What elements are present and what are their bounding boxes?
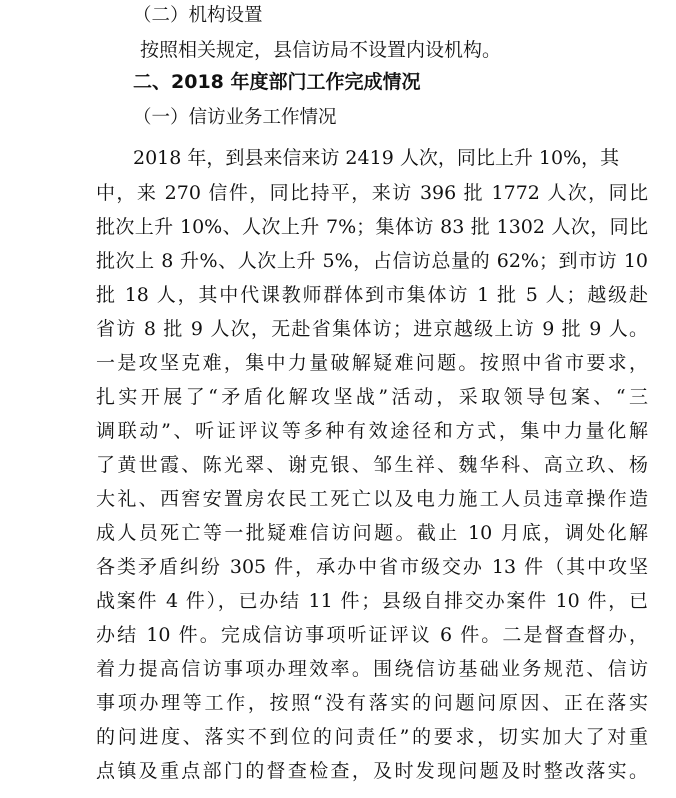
body-line: 办结 10 件。完成信访事项听证评议 6 件。二是督查督办， (96, 624, 648, 646)
body-line: 批 18 人，其中代课教师群体到市集体访 1 批 5 人；越级赴 (96, 284, 648, 306)
body-line: 成人员死亡等一批疑难信访问题。截止 10 月底，调处化解 (96, 522, 648, 544)
body-line: 着力提高信访事项办理效率。围绕信访基础业务规范、信访 (96, 658, 648, 680)
body-line: 省访 8 批 9 人次，无赴省集体访；进京越级上访 9 批 9 人。 (96, 318, 648, 340)
body-line: 了黄世霞、陈光翠、谢克银、邹生祥、魏华科、高立玖、杨 (96, 454, 648, 476)
section-org-text: 按照相关规定，县信访局不设置内设机构。 (140, 39, 502, 61)
section2-heading: 二、2018 年度部门工作完成情况 (133, 71, 421, 93)
body-line: 调联动”、听证评议等多种有效途径和方式，集中力量化解 (96, 420, 648, 442)
body-line: 事项办理等工作，按照“没有落实的问题问原因、正在落实 (96, 692, 648, 714)
section-org-title: （二）机构设置 (133, 5, 263, 26)
body-line: 2018 年，到县来信来访 2419 人次，同比上升 10%，其 (133, 147, 620, 169)
body-line: 各类矛盾纠纷 305 件，承办中省市级交办 13 件（其中攻坚 (96, 556, 648, 578)
body-line: 战案件 4 件），已办结 11 件；县级自排交办案件 10 件，已 (96, 590, 648, 612)
body-line: 批次上 8 升%、人次上升 5%，占信访总量的 62%；到市访 10 (96, 250, 648, 272)
body-line: 扎实开展了“矛盾化解攻坚战”活动，采取领导包案、“三 (96, 386, 648, 408)
subsection1-title: （一）信访业务工作情况 (133, 107, 337, 128)
body-line: 中，来 270 信件，同比持平，来访 396 批 1772 人次，同比 (96, 182, 648, 204)
body-line: 批次上升 10%、人次上升 7%；集体访 83 批 1302 人次，同比 (96, 216, 648, 238)
body-line: 点镇及重点部门的督查检查，及时发现问题及时整改落实。 (96, 760, 648, 782)
body-line: 的问进度、落实不到位的问责任”的要求，切实加大了对重 (96, 726, 648, 748)
body-line: 大礼、西窖安置房农民工死亡以及电力施工人员违章操作造 (96, 488, 648, 510)
body-line: 一是攻坚克难，集中力量破解疑难问题。按照中省市要求， (96, 352, 648, 374)
